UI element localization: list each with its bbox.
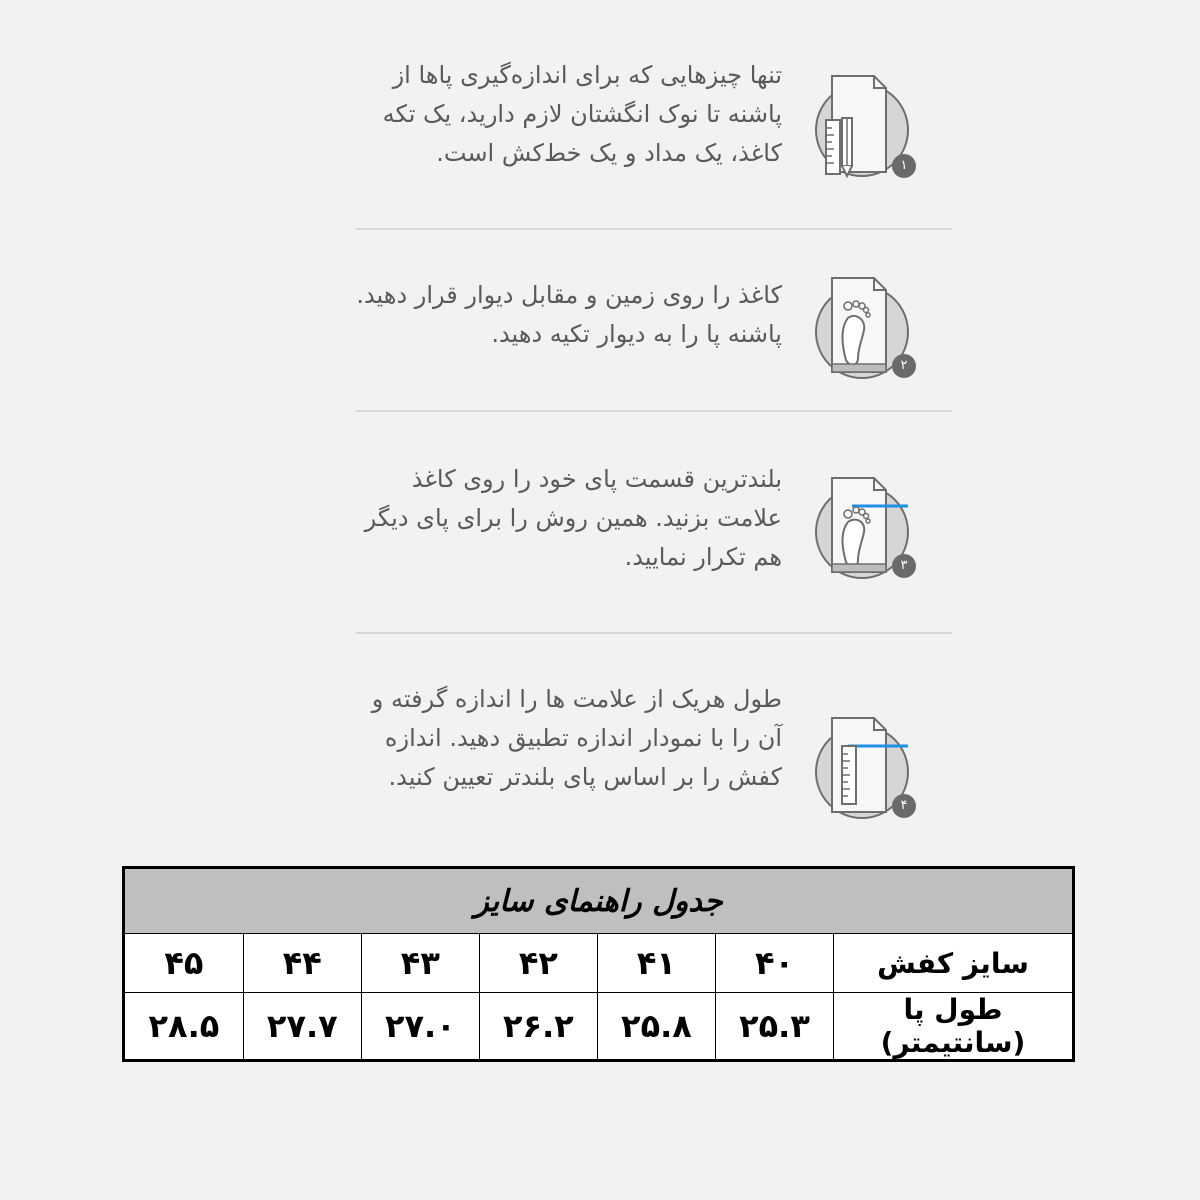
table-title-row — [124, 868, 1074, 934]
step-3-text: بلندترین قسمت پای خود را روی کاغذ علامت بزنید. همین روش را برای پای دیگر هم تکرار نمایید. — [364, 465, 782, 571]
table-cell: ۲۸.۵ — [124, 993, 244, 1061]
step-1-text: تنها چیزهایی که برای اندازه‌گیری پاها از پاشنه تا نوک انگشتان لازم دارید، یک تکه کاغذ، یک مداد و یک خط‌کش است. — [382, 61, 782, 167]
divider — [356, 228, 952, 230]
divider — [356, 632, 952, 634]
step-badge: ۳ — [892, 554, 916, 578]
table-cell: ۲۶.۲ — [479, 993, 597, 1061]
table-cell: ۴۱ — [597, 934, 715, 993]
table-cell: ۲۷.۰ — [361, 993, 479, 1061]
table-cell: ۴۵ — [124, 934, 244, 993]
table-row — [124, 993, 1074, 1061]
row-label: سایز کفش — [834, 934, 1074, 993]
table-cell: ۴۰ — [715, 934, 833, 993]
step-1 — [356, 60, 952, 190]
table-row — [124, 934, 1074, 993]
step-badge: ۴ — [892, 794, 916, 818]
step-badge: ۱ — [892, 154, 916, 178]
step-2 — [356, 276, 952, 386]
step-4 — [356, 680, 952, 840]
step-2-text: کاغذ را روی زمین و مقابل دیوار قرار دهید. پاشنه پا را به دیوار تکیه دهید. — [356, 281, 782, 348]
table-cell: ۴۲ — [479, 934, 597, 993]
table-cell: ۲۵.۸ — [597, 993, 715, 1061]
step-badge: ۲ — [892, 354, 916, 378]
table-cell: ۴۳ — [361, 934, 479, 993]
step-4-text: طول هریک از علامت ها را اندازه گرفته و آن را با نمودار اندازه تطبیق دهید. اندازه کفش را بر اساس پای بلندتر تعیین کنید. — [371, 685, 782, 791]
divider — [356, 410, 952, 412]
table-title: جدول راهنمای سایز — [124, 868, 1074, 934]
table-cell: ۲۷.۷ — [243, 993, 361, 1061]
step-3 — [356, 460, 952, 590]
size-guide-table — [122, 866, 1075, 1062]
row-label: طول پا (سانتیمتر) — [834, 993, 1074, 1061]
table-cell: ۲۵.۳ — [715, 993, 833, 1061]
table-cell: ۴۴ — [243, 934, 361, 993]
